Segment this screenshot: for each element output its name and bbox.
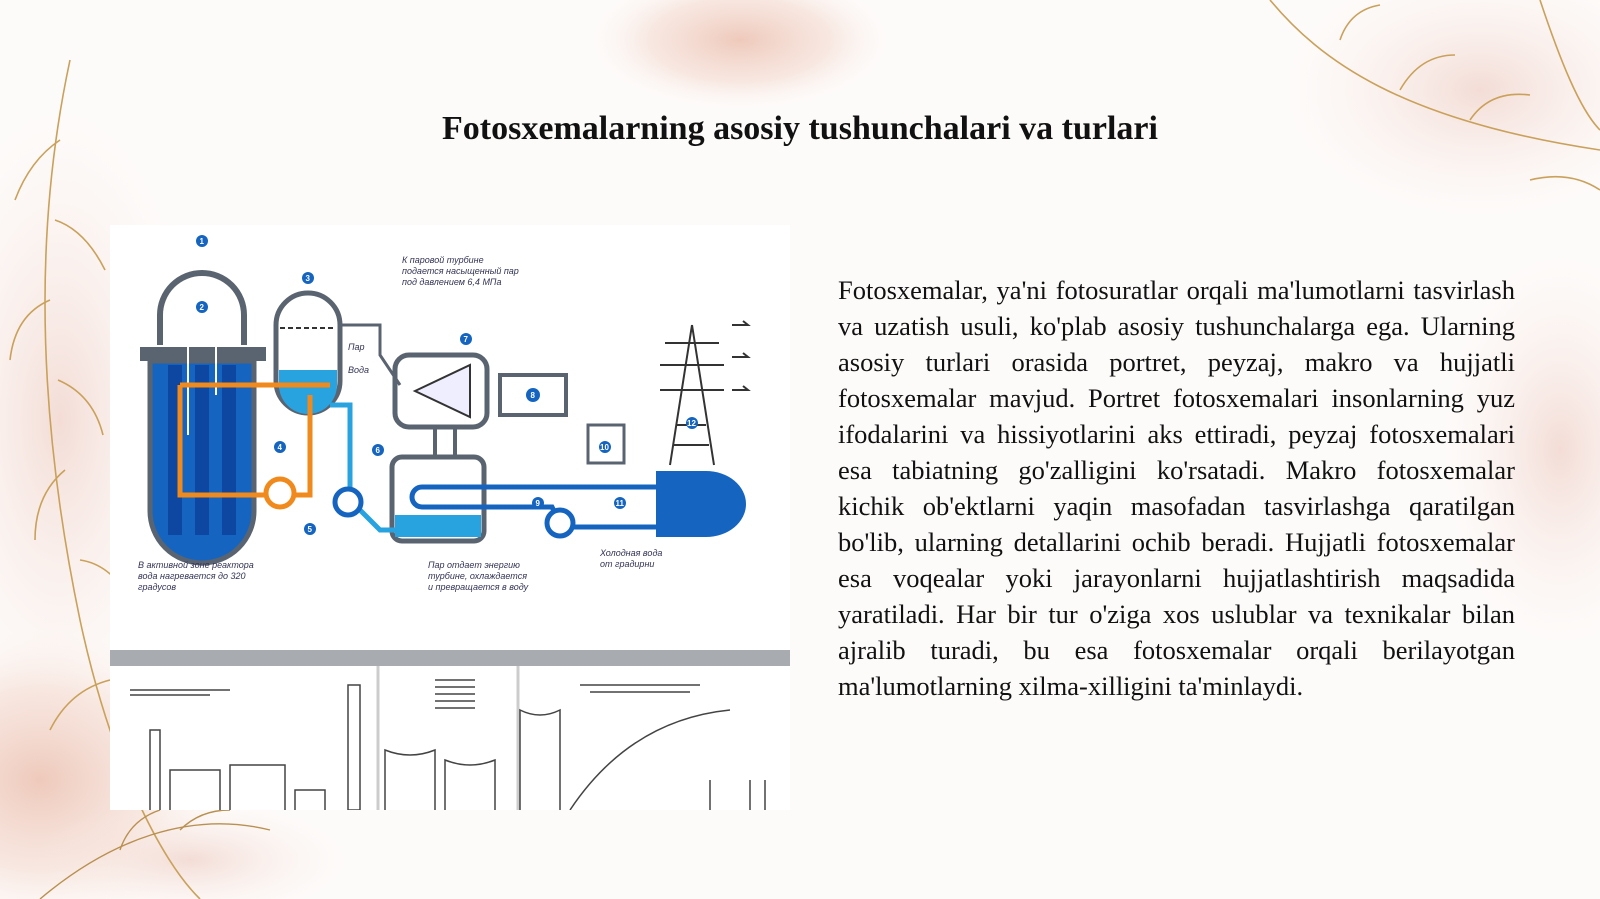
label-condenser-line2: турбине, охлаждается (428, 571, 527, 581)
lower-panels-divider (110, 650, 790, 666)
turbine-housing (395, 355, 487, 427)
lower-panel-sketches (130, 666, 765, 810)
cooling-reservoir (656, 471, 746, 537)
marker-7: 7 (463, 335, 468, 344)
slide-title: Fotosxemalarning asosiy tushunchalari va turlari (442, 110, 1158, 147)
reactor-vessel (140, 273, 266, 563)
body-paragraph: Fotosxemalar, ya'ni fotosuratlar orqali ma'lumotlarni tasvirlash va uzatish usuli, ko'plab asosiy tushunchalarga ega. Ularning asosiy turlari orasida portret, peyzaj, makro va hujjatli fotosxemalar mavjud. Portret fotosxemalari insonlarning yuz ifodalarini va hissiyotlarini aks ettiradi, peyzaj fotosxemalari esa tabiatning go'zalligini ko'rsatadi. Makro fotosxemalar kichik ob'ektlarni yaqin masofadan tasvirlashga qaratilgan bo'lib, ularning detallarini ochib beradi. Hujjatli fotosxemalar esa voqealar yoki jarayonlarni hujjatlashtirish maqsadida yaratiladi. Har bir tur o'ziga xos uslublar va texnikalar bilan ajralib turadi, bu esa fotosxemalar orqali berilayotgan ma'lumotlarning xilma-xilligini ta'minlaydi. (838, 275, 1515, 701)
label-turbine-line3: под давлением 6,4 МПа (402, 277, 502, 287)
label-turbine-line2: подается насыщенный пар (402, 266, 519, 276)
marker-2: 2 (199, 303, 204, 312)
marker-3: 3 (305, 274, 310, 283)
label-reactor-line1: В активной зоне реактора (138, 560, 254, 570)
label-condenser-line3: и превращается в воду (428, 582, 529, 592)
label-cooling-line1: Холодная вода (600, 548, 663, 558)
label-turbine-line1: К паровой турбине (402, 255, 484, 265)
label-reactor-line2: вода нагревается до 320 (138, 571, 246, 581)
power-pylon-icon (660, 321, 748, 465)
label-condenser-line1: Пар отдает энергию (428, 560, 520, 570)
label-water: Вода (348, 365, 369, 375)
marker-6: 6 (375, 446, 380, 455)
marker-10: 10 (600, 443, 609, 452)
marker-4: 4 (277, 443, 282, 452)
marker-12: 12 (687, 419, 696, 428)
label-steam: Пар (348, 342, 365, 352)
marker-5: 5 (307, 525, 312, 534)
marker-9: 9 (535, 499, 540, 508)
power-plant-figure (110, 225, 790, 810)
main-pump-icon (266, 479, 294, 507)
label-cooling-line2: от градирни (600, 559, 655, 569)
condenser (392, 427, 484, 541)
cooling-pump-icon (547, 510, 573, 536)
marker-8: 8 (530, 391, 535, 400)
steam-line (340, 325, 400, 385)
marker-1: 1 (199, 237, 204, 246)
marker-11: 11 (615, 499, 624, 508)
feedwater-pump-icon (335, 489, 361, 515)
label-reactor-line3: градусов (138, 582, 177, 592)
power-plant-diagram (110, 225, 790, 810)
